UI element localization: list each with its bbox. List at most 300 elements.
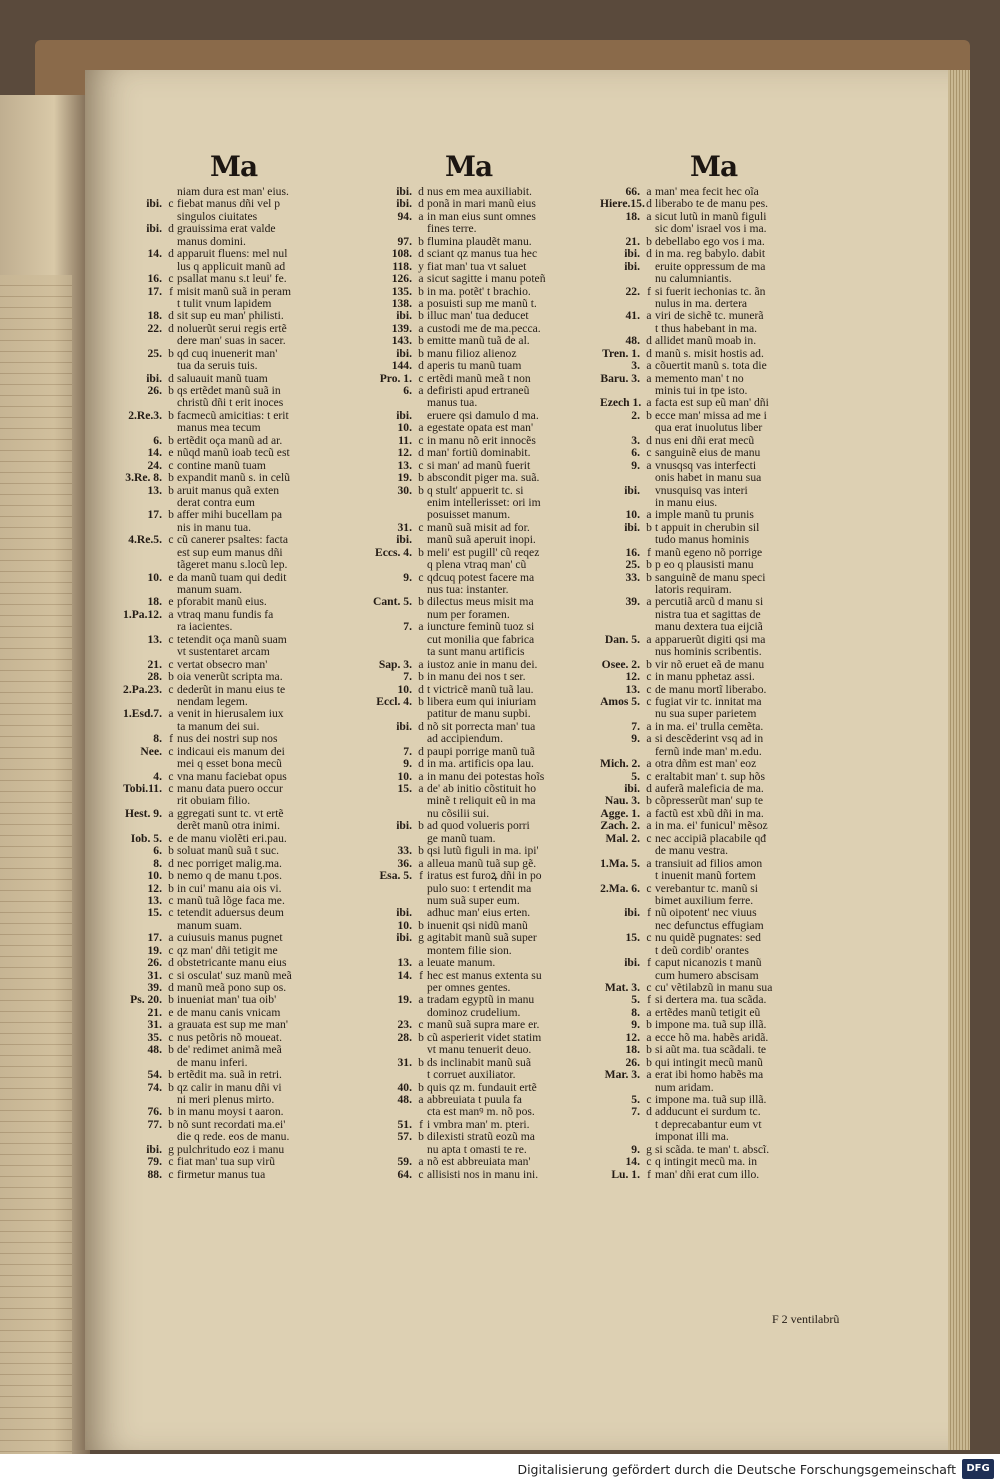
entry-letter: e [168,595,174,609]
entry-reference: 2.Ma. 6. [600,881,640,895]
entry-reference: 5. [631,769,640,783]
entry-reference: 22. [625,284,640,298]
entry-text: qd cuq inuenerit man' [177,347,278,360]
entry-reference: 13. [397,956,412,970]
entry-letter: c [646,1155,652,1169]
entry-reference: ibi. [396,533,412,547]
entry-line [600,845,845,857]
entry-letter: a [646,632,652,646]
entry-line [122,596,387,608]
entry-letter [415,634,427,646]
entry-line [372,1069,602,1081]
entry-text: cõpresserũt man' sup te [655,795,764,808]
entry-text: manum suam. [177,584,243,596]
entry-reference: 21. [625,234,640,248]
entry-line [122,634,387,646]
entry-line [372,211,602,223]
entry-reference: 21. [147,1005,162,1019]
entry-reference: 26. [147,956,162,970]
entry-letter: a [646,209,652,223]
entry-reference: 8. [153,732,162,746]
entry-reference: Osee. 2. [601,657,640,671]
entry-letter [643,422,655,434]
entry-line [122,547,387,559]
entry-reference: Agge. 1. [600,806,640,820]
entry-reference: Nee. [140,744,162,758]
entry-line [122,845,387,857]
entry-letter: b [168,1105,174,1119]
entry-line [122,671,387,683]
entry-text: manu data puero occur [177,783,283,795]
entry-text: cta est manꝰ m. nõ pos. [427,1106,535,1119]
entry-line [122,397,387,409]
entry-reference: 16. [147,272,162,286]
entry-letter: f [647,284,651,298]
entry-line [372,385,602,397]
entry-line [372,397,602,409]
entry-text: q intingit mecũ ma. in [655,1156,758,1169]
entry-letter [415,223,427,235]
entry-letter: b [168,1117,174,1131]
entry-letter: d [646,334,652,348]
entry-letter: b [646,558,652,572]
entry-letter: a [418,209,424,223]
entry-reference [122,559,165,571]
entry-text: manum suam. [177,919,243,932]
entry-line [600,596,845,608]
entry-text: vt sustentaret arcam [177,646,270,659]
entry-letter: c [168,632,174,646]
entry-line [600,310,845,322]
entry-text: ad quod volueris porri [427,820,530,833]
entry-text: qdcuq potest facere ma [427,571,535,584]
entry-text: nec accipiã placabile qđ [655,832,767,845]
entry-letter: b [418,918,424,932]
entry-letter: c [168,682,174,696]
text-column-1 [122,186,387,1181]
entry-text: nec porriget malig.ma. [177,857,282,870]
entry-reference: 30. [397,483,412,497]
signature-mark: F 2 ventilabrũ [772,1312,840,1326]
entry-text: facmecũ amicitias: t erit [177,409,289,422]
entry-line [600,422,845,434]
entry-letter [415,795,427,807]
entry-text: debellabo ego vos i ma. [655,235,765,248]
entry-text: vtraq manu fundis fa [177,608,274,621]
entry-letter: a [646,1005,652,1019]
entry-text: liberabo te de manu pes. [655,198,768,211]
entry-reference [122,360,165,372]
entry-text: nec defunctus effugiam [655,919,764,932]
entry-line [122,273,387,285]
entry-text: si osculat' suz manũ meã [177,969,292,982]
entry-text: impone ma. tuã sup illã. [655,1093,767,1106]
entry-reference: 6. [153,433,162,447]
entry-line [372,422,602,434]
entry-reference: 31. [397,520,412,534]
entry-letter: c [168,782,174,795]
entry-text: niam dura est man' eius. [177,186,289,198]
entry-letter: b [418,1030,424,1044]
entry-reference: 10. [147,570,162,584]
entry-text: sic dom' israel vos i ma. [655,223,767,236]
entry-line [122,422,387,434]
entry-reference: Mar. 3. [604,1068,640,1082]
entry-letter: c [168,657,174,671]
entry-text: ertẽdi manũ meã t non [427,372,531,385]
entry-text: in ma. reg babylo. dabit [655,248,766,261]
entry-letter: f [647,993,651,1007]
entry-reference: ibi. [396,719,412,733]
entry-letter: d [646,433,652,447]
running-header-center: Ma [445,150,493,183]
entry-reference: Baru. 3. [600,371,640,385]
entry-text: ponã in mari manũ eius [427,198,536,211]
entry-line [372,1156,602,1168]
entry-reference: 59. [397,1155,412,1169]
entry-letter: c [168,943,174,957]
entry-reference [372,497,415,509]
entry-reference: 88. [147,1167,162,1181]
entry-text: si aũt ma. tua scãdali. te [655,1044,767,1057]
entry-letter: a [418,993,424,1007]
entry-line [122,559,387,571]
entry-letter: c [418,371,424,385]
entry-letter [165,621,177,633]
entry-reference: 28. [397,1030,412,1044]
entry-line [122,1069,387,1081]
entry-text: vir nõ eruet eã de manu [655,658,765,671]
entry-letter: e [168,570,174,584]
entry-text: quis qz m. fundauit ertẽ [427,1081,537,1094]
entry-letter: b [646,570,652,584]
entry-reference: 18. [147,309,162,323]
entry-letter: f [647,1167,651,1181]
entry-reference [122,758,165,770]
entry-letter [415,733,427,745]
entry-reference [372,223,415,235]
entry-reference: 40. [397,1080,412,1094]
entry-letter [643,1119,655,1131]
entry-reference: 97. [397,234,412,248]
entry-reference [122,397,165,409]
entry-letter: c [418,433,424,447]
running-header-right: Ma [690,150,738,183]
entry-letter [643,261,655,273]
entry-text: inuenit qsi nidũ manũ [427,919,528,932]
entry-text: leuate manum. [427,957,496,970]
entry-letter: b [646,794,652,808]
entry-text: imponat illi ma. [655,1131,729,1144]
entry-reference: 12. [147,881,162,895]
entry-text: ta sunt manu artificis [427,646,525,659]
entry-letter: g [168,1142,174,1156]
entry-reference: ibi. [396,931,412,945]
entry-reference [600,845,643,857]
entry-line [372,572,602,584]
dfg-logo: DFG [962,1459,994,1479]
entry-letter [643,534,655,546]
entry-reference: Hest. 9. [124,806,162,820]
entry-line [372,783,602,795]
entry-letter: b [168,1068,174,1082]
entry-line [600,509,845,521]
entry-letter: b [418,471,424,485]
entry-letter: b [646,1043,652,1057]
entry-line [122,957,387,969]
entry-line [122,348,387,360]
entry-letter: a [418,657,424,671]
entry-reference [372,1044,415,1056]
entry-line [122,609,387,621]
entry-letter: d [168,247,174,261]
entry-line [372,1019,602,1031]
entry-reference: 8. [631,1005,640,1019]
entry-text: da manũ tuam qui dedit [177,571,287,584]
entry-line [122,1044,387,1056]
entry-reference [372,883,415,895]
entry-line [600,932,845,944]
entry-letter: y [418,259,424,273]
entry-line [372,360,602,372]
entry-text: ertẽdit ma. suã in retri. [177,1069,282,1082]
entry-reference: 6. [153,844,162,858]
entry-text: allisisti nos in manu ini. [427,1168,539,1181]
entry-text: cut monilia que fabrica [427,633,535,646]
entry-letter: a [646,396,652,410]
entry-line [122,907,387,919]
entry-letter: b [418,694,424,708]
entry-letter: d [418,682,424,696]
entry-line [122,472,387,484]
entry-reference: 3.Re. 8. [125,471,162,485]
entry-text: manũ suã misit ad for. [427,521,530,534]
entry-letter: b [168,508,174,522]
entry-text: nemo q de manu t.pos. [177,870,282,883]
entry-text: ggregati sunt tc. vt ertẽ [177,807,284,820]
entry-text: nõ sunt recordati ma.ei' [177,1118,286,1131]
entry-reference: 19. [147,943,162,957]
entry-reference: 9. [631,1142,640,1156]
entry-line [122,733,387,745]
entry-letter [165,758,177,770]
entry-text: manus domini. [177,235,246,248]
entry-reference: ibi. [624,259,640,273]
entry-letter: c [168,1155,174,1169]
entry-reference [600,1131,643,1143]
entry-letter: a [418,272,424,286]
entry-line [122,870,387,882]
entry-line [372,733,602,745]
entry-letter: c [168,769,174,783]
entry-reference: 10. [397,421,412,435]
entry-text: q stult' appuerit tc. si [427,484,524,497]
entry-line [122,994,387,1006]
entry-line [372,1032,602,1044]
entry-line [600,223,845,235]
entry-letter: a [168,806,174,820]
entry-reference: 7. [631,1105,640,1119]
entry-letter [415,883,427,895]
entry-letter: c [168,744,174,758]
entry-letter: d [418,757,424,771]
entry-line [122,410,387,422]
entry-text: man' dñi erat cum illo. [655,1168,760,1181]
entry-text: nũqd manũ ioab tecũ est [177,447,290,460]
entry-reference: 9. [403,570,412,584]
entry-letter: a [646,757,652,771]
entry-text: qui intingit mecũ manũ [655,1056,763,1069]
entry-line [372,845,602,857]
entry-text: fines terre. [427,223,477,236]
entry-reference: 14. [625,1155,640,1169]
entry-line [600,286,845,298]
entry-text: sanguinẽ eius de manu [655,447,761,460]
entry-letter: c [168,906,174,920]
entry-line [372,708,602,720]
entry-letter [165,820,177,832]
entry-text: in manu pphetaz assi. [655,671,755,684]
entry-line [600,572,845,584]
entry-line [122,1119,387,1131]
entry-reference [600,422,643,434]
entry-reference: Amos 5. [600,694,640,708]
entry-text: aruit manus quã exten [177,484,280,497]
entry-reference: 7. [631,719,640,733]
entry-reference: 31. [147,1018,162,1032]
entry-line [372,547,602,559]
entry-letter: a [418,856,424,870]
entry-reference [372,1069,415,1081]
entry-line [122,1131,387,1143]
entry-letter: a [646,1068,652,1082]
entry-letter: c [168,272,174,286]
entry-text: nis in manu tua. [177,521,252,534]
entry-text: venit in hierusalem iux [177,708,284,721]
entry-text: die q rede. eos de manu. [177,1131,290,1144]
entry-letter: c [168,458,174,472]
entry-letter: a [646,371,652,385]
entry-letter: b [168,471,174,485]
entry-reference: 39. [625,595,640,609]
entry-letter [643,621,655,633]
entry-reference: 7. [403,744,412,758]
entry-reference: 48. [397,1092,412,1106]
entry-text: nistra tua et sagittas de [655,608,761,621]
entry-letter: a [418,421,424,435]
entry-letter [165,1131,177,1143]
entry-reference: 26. [147,384,162,397]
entry-letter: c [418,1018,424,1032]
entry-line [600,373,845,385]
entry-letter: c [418,570,424,584]
entry-letter [643,485,655,497]
entry-letter [165,335,177,347]
entry-line [600,1169,845,1181]
entry-text: impone ma. tuã sup illã. [655,1019,767,1032]
entry-text: obstetricante manu eius [177,957,287,970]
entry-text: man' mea fecit hec oĩa [655,186,759,198]
entry-line [372,907,602,919]
entry-line [600,733,845,745]
entry-letter: b [646,1055,652,1069]
entry-line [600,410,845,422]
entry-letter: a [646,856,652,870]
entry-reference: 13. [147,483,162,497]
entry-reference: 10. [147,869,162,883]
entry-text: dederũt in manu eius te [177,683,286,696]
entry-letter: f [169,732,173,746]
entry-line [122,1106,387,1118]
entry-letter: d [418,446,424,460]
entry-reference [122,820,165,832]
entry-line [600,522,845,534]
entry-letter: c [418,458,424,472]
entry-reference: 39. [147,981,162,994]
entry-line [122,323,387,335]
entry-text: t inuenit manũ fortem [655,870,756,883]
entry-letter: b [418,346,424,360]
entry-line [372,870,602,882]
entry-reference: 3. [631,359,640,373]
entry-line [600,211,845,223]
entry-reference: ibi. [396,346,412,360]
entry-letter: a [646,185,652,198]
entry-reference: 8. [153,856,162,870]
entry-line [372,198,602,210]
entry-reference: ibi. [146,1142,162,1156]
entry-line [122,335,387,347]
entry-text: sciant qz manus tua hec [427,248,538,261]
entry-text: posuisti sup me manũ t. [427,297,537,310]
entry-letter: a [418,769,424,783]
entry-text: qs ertẽdet manũ suã in [177,385,281,397]
entry-reference: 7. [403,670,412,684]
entry-reference: 12. [625,670,640,684]
entry-text: num per foramen. [427,608,510,621]
entry-letter [165,360,177,372]
entry-text: de' ab initio cõstituit ho [427,783,536,795]
entry-reference: ibi. [624,520,640,534]
entry-text: ad accipiendum. [427,733,503,746]
entry-letter: e [168,1005,174,1019]
entry-text: man' fortiũ dominabit. [427,447,531,460]
entry-line [372,634,602,646]
entry-text: eruere qsi damulo d ma. [427,409,539,422]
entry-reference: 24. [147,458,162,472]
entry-letter: c [418,520,424,534]
entry-text: ta manum dei sui. [177,720,260,733]
entry-reference [372,1106,415,1118]
entry-reference: 22. [147,321,162,335]
entry-text: si fuerit iechonias tc. ãn [655,285,766,298]
entry-reference: 4.Re.5. [128,533,162,547]
entry-reference: 36. [397,856,412,870]
entry-text: tetendit oça manũ suam [177,633,287,646]
entry-line [372,509,602,521]
entry-text: inueniat man' tua oib' [177,994,277,1007]
entry-text: agitabit manũ suã super [427,932,537,945]
entry-text: onis habet in manu sua [655,472,762,485]
entry-text: viri de sichẽ tc. munerã [655,310,764,323]
entry-letter: a [418,1092,424,1106]
running-headers [0,150,1000,190]
entry-text: minis tui in tpe isto. [655,385,748,397]
entry-reference: 31. [397,1055,412,1069]
entry-reference [372,559,415,571]
running-header-left: Ma [210,150,258,183]
entry-text: apparuerũt digiti qsi ma [655,633,766,646]
